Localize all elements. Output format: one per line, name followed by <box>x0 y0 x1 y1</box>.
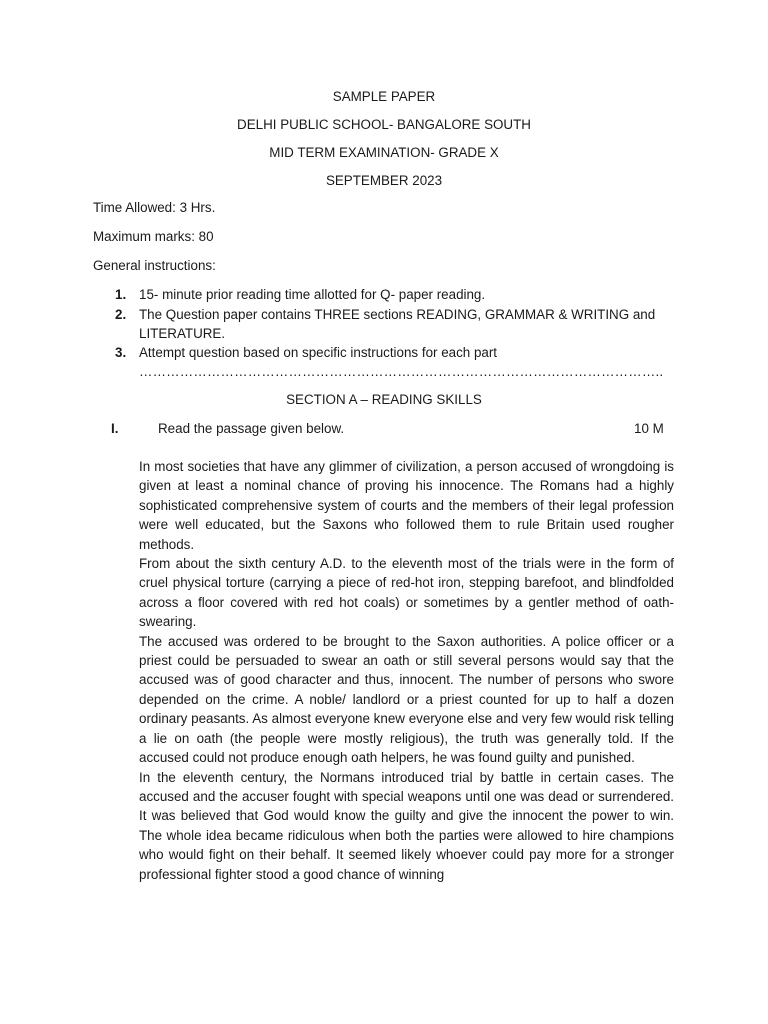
instruction-number: 1. <box>115 287 127 302</box>
instruction-text: Attempt question based on specific instructions for each part <box>139 345 498 360</box>
question-text: Read the passage given below. <box>158 421 345 436</box>
instruction-text: 15- minute prior reading time allotted for Q- paper reading. <box>139 287 486 302</box>
section-title: SECTION A – READING SKILLS <box>286 392 482 407</box>
maximum-marks: Maximum marks: 80 <box>93 229 214 244</box>
passage-paragraph: In the eleventh century, the Normans introduced trial by battle in certain cases. The accused and the accuser fought with special weapons until one was dead or surrendered. It was believed that God would know the guilty and give the innocent the power to win. The whole idea became ridiculous when both the parties were allowed to hire champions who would fight on their behalf. It seemed likely whoever could pay more for a stronger professional fighter stood a good chance of winning <box>139 769 674 882</box>
passage-paragraph: From about the sixth century A.D. to the eleventh most of the trials were in the form of cruel physical torture (carrying a piece of red-hot iron, stepping barefoot, and blindfolded across a floor covered with red hot coals) or sometimes by a gentler method of oath- swearing. <box>139 556 674 630</box>
paper-title: SAMPLE PAPER <box>332 89 436 104</box>
instruction-text: The Question paper contains THREE sections READING, GRAMMAR & WRITING and LITERATURE. <box>139 307 656 341</box>
time-allowed: Time Allowed: 3 Hrs. <box>93 200 216 215</box>
school-name: DELHI PUBLIC SCHOOL- BANGALORE SOUTH <box>237 117 531 132</box>
exam-name: MID TERM EXAMINATION- GRADE X <box>269 145 499 160</box>
question-number: I. <box>111 421 119 436</box>
general-instructions-label: General instructions: <box>93 258 216 273</box>
passage-paragraph: In most societies that have any glimmer of civilization, a person accused of wrongdoing is given at least a nominal chance of proving his innocence. The Romans had a highly sophisticated comprehensive system of courts and the members of their legal profession were well educated, but the Saxons who followed them to rule Britain used rougher methods. <box>139 459 674 552</box>
instruction-number: 2. <box>115 307 127 322</box>
passage-paragraph: The accused was ordered to be brought to the Saxon authorities. A police officer or a priest could be persuaded to swear an oath or still several persons would say that the accused was of good character and thus, innocent. The number of persons who swore depended on the crime. A noble/ landlord or a priest counted for up to half a dozen ordinary peasants. As almost everyone knew everyone else and very few would risk telling a lie on oath (the people were mostly religious), the truth was generally told. If the accused could not produce enough oath helpers, he was found guilty and punished. <box>139 633 674 766</box>
dotted-separator: …………………………………………………………………………………………………….. <box>139 364 664 379</box>
question-marks: 10 M <box>634 421 664 436</box>
reading-passage <box>139 457 674 884</box>
instruction-number: 3. <box>115 345 127 360</box>
exam-date: SEPTEMBER 2023 <box>325 173 443 188</box>
